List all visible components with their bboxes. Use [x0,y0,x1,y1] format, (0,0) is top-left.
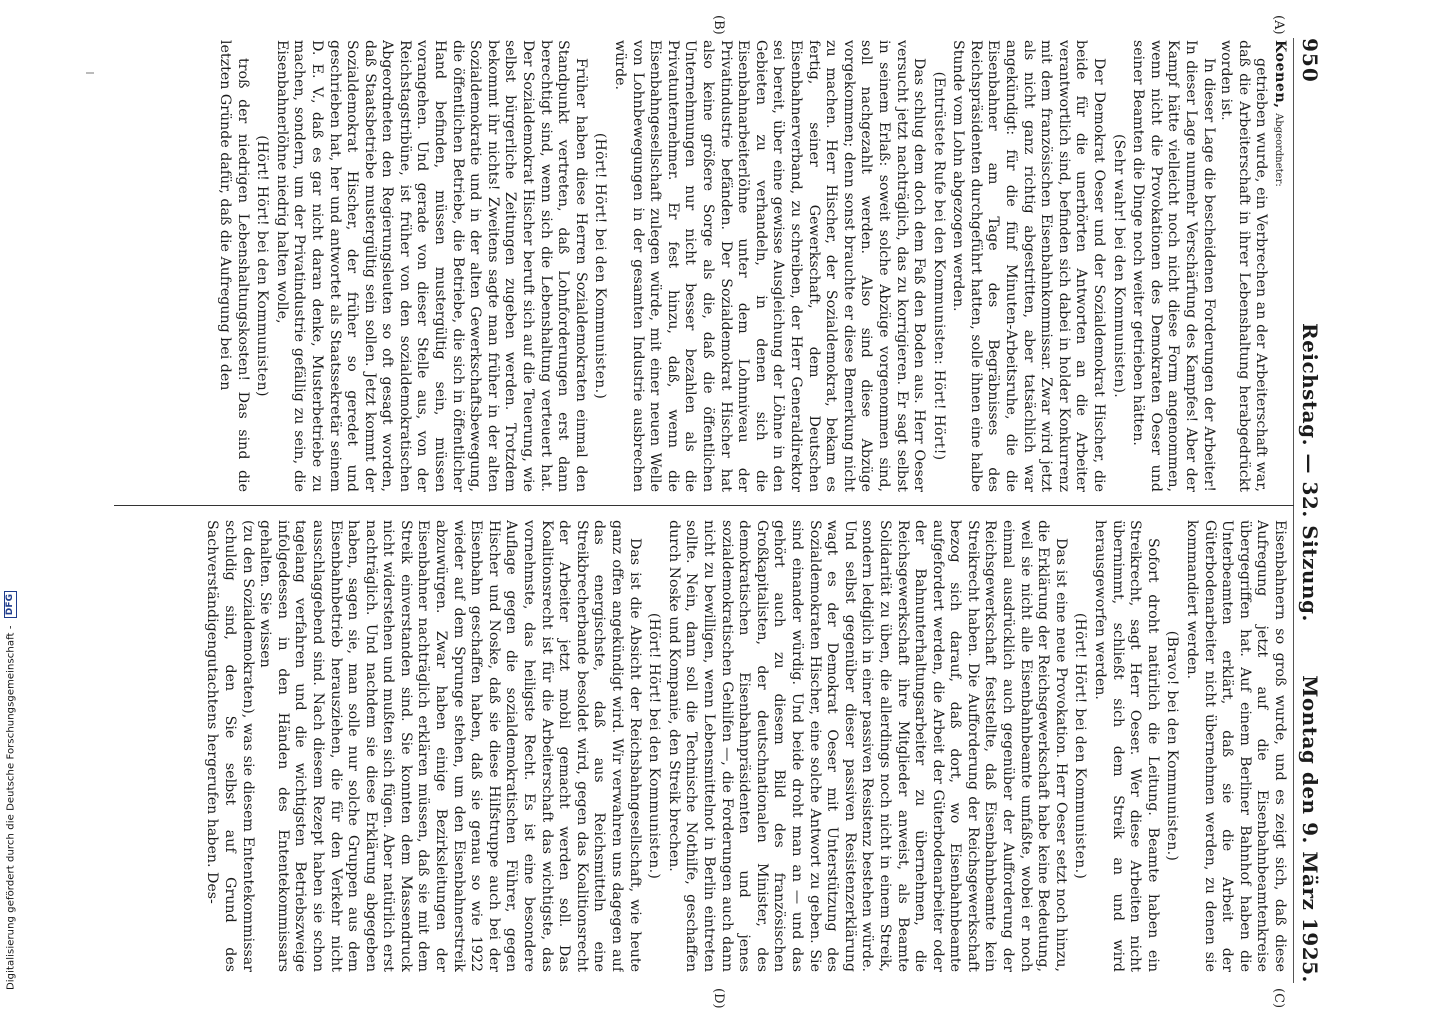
paragraph: troß der niedrigen Lebenshaltungskosten! Das sind die letzten Gründe dafür, daß die Aufregung bei den [216,40,251,492]
paragraph: Der Demokrat Oeser und der Sozialdemokrat Hischer, die beide für die unerhörten Antworten an die Arbeiter verantwortlich sind, befinden sich dabei in holder Konkurrenz mit dem französischen Eisenbahnkommissar. Zwar wird jetzt als nicht ganz richtig abgestritten, aber tatsächlich war angekündigt: für die fünf Minuten-Arbeitsruhe, die die Eisenbahner am Tage des Begräbnisses des Reichspräsidenten durchgeführt hatten, solle ihnen eine halbe Stunde vom Lohn abgezogen werden. [950,40,1108,492]
paragraph: In dieser Lage die bescheidenen Forderungen der Arbeiter! In dieser Lage nunmehr Verschärfung des Kampfes! Aber der Kampf hätte vielleicht noch nicht diese Form angenommen, wenn nicht die Provokationen des Demokraten Oeser und seiner Beamten die Dinge noch weiter getrieben hätten. [1130,40,1217,492]
paragraph: (zu den Sozialdemokraten), was sie diesem Ententekommissar schuldig sind, den Sie selbst auf Grund des Sachverständigengutachtens hergerufen haben. Des- [204,520,256,972]
speaker-name: Koenen, [1272,40,1288,109]
digitization-footer [4,591,17,990]
interjection: (Hört! Hört! bei den Kommunisten.) [592,132,609,400]
interjection: (Hört! Hört! bei den Kommunisten) [254,135,271,397]
interjection: (Hört! Hört! bei den Kommunisten.) [1072,612,1089,880]
right-column [118,520,1288,972]
page-number: 950 [1298,38,1322,83]
speaker-role: Abgeordneter: [1273,113,1284,187]
dfg-logo: DFG [4,591,17,618]
margin-marker-d: (D) [711,988,726,1009]
margin-marker-c: (C) [1271,988,1286,1009]
interjection: (Sehr wahr! bei den Kommunisten). [1110,134,1127,398]
session-title: Reichstag. — 32. Sitzung. [1298,323,1322,622]
paragraph: getrieben wurde, ein Verbrechen an der Arbeiterschaft war, daß die Arbeiterschaft in ihrer Lebenshaltung herabgedrückt worden ist. [1218,40,1270,492]
scan-speck [86,72,94,74]
session-date: Montag den 9. März 1925. [1298,675,1322,983]
paragraph: Das ist die Absicht der Reichsbahngesellschaft, wie heute ganz offen angekündigt wird. Wir verwahren uns dagegen auf das energischste, daß aus Reichsmitteln eine Streikbrecherbande besoldet wird, gegen das Koalitionsrecht der Arbeiter jetzt mobil gemacht werden soll. Das Koalitionsrecht ist für die Arbeiterschaft das wichtigste, das vornehmste, das heiligste Recht. Es ist eine besondere Auflage gegen die sozialdemokratischen Führer, gegen Hischer und Noske, daß sie diese Hilfstruppe auch bei der Eisenbahn geschaffen haben, daß sie genau so wie 1922 wieder auf dem Sprunge stehen, um den Eisenbahnerstreik abzuwürgen. Zwar haben einige Bezirksleitungen der Eisenbahner nachträglich erklären müssen, daß sie mit dem Streik einverstanden sind. Sie konnten dem Massendruck nicht widerstehen und mußten sich fügen. Aber natürlich erst nachträglich. Und nachdem sie diese Erklärung abgegeben haben, sagen sie, man solle nur solche Gruppen aus dem Eisenbahnbetrieb herausziehen, die für den Verkehr nicht ausschlaggebend sind. Nach diesem Rezept haben sie schon tagelang verfahren und die wichtigsten Betriebszweige infolgedessen in den Händen des Ententekommissars gehalten. Sie wissen [257,520,643,972]
paragraph: Das schlug dem doch dem Faß den Boden aus. Herr Oeser versucht jetzt nachträglich, das zu korrigieren. Er sagt selbst in seinem Erlaß: soweit solche Abzüge vorgenommen sind, soll nachgezahlt werden. Also sind diese Abzüge vorgekommen; denn sonst brauchte er diese Bemerkung nicht zu machen. Herr Hischer, der Sozialdemokrat, bekam es fertig, seiner Gewerkschaft, dem Deutschen Eisenbahnerverband, zu schreiben, der Herr Generaldirektor sei bereit, über eine gewisse Ausgleichung der Löhne in den Gebieten zu verhandeln, in denen sich die Eisenbahnarbeiterlöhne unter dem Lohnniveau der Privatindustrie befänden. Der Sozialdemokrat Hischer hat also keine größere Sorge als die, daß die öffentlichen Unternehmungen nur nicht besser bezahlen als die Privatunternehmer. Er fest hinzu, daß, wenn die Eisenbahngesellschaft zulegen würde, mit einer neuen Welle von Lohnbewegungen in der gesamten Industrie ausbrechen würde. [612,40,928,492]
header-rule [1293,38,1294,983]
page-header [1292,38,1326,983]
digitization-note: Digitalisierung gefördert durch die Deutsche Forschungsgemeinschaft - [5,625,17,990]
paragraph: Eisenbahnern so groß wurde, und es zeigt sich, daß diese Aufregung jetzt auf die Eisenbahnbeamtenkreise übergegriffen hat. Auf einem Berliner Bahnhof haben die Unterbeamten erklärt, daß sie die Arbeit der Güterbodenarbeiter nicht übernehmen werden, zu denen sie kommandiert werden. [1184,520,1288,972]
paragraph: Früher haben diese Herren Sozialdemokraten einmal den Standpunkt vertreten, daß Lohnforderungen erst dann berechtigt sind, wenn sich die Lebenshaltung verteuert hat. Der Sozialdemokrat Hischer beruft sich auf die Teuerung, wie selbst bürgerliche Zeitungen zugeben werden. Trotzdem bekommt ihr nichts! Zweitens sagte man früher in der alten Sozialdemokratie und in der alten Gewerkschaftsbewegung, die öffentlichen Betriebe, die Betriebe, die sich in öffentlicher Hand befinden, müssen mustergültig sein, müssen vorangehen. Und gerade von dieser Stelle aus, von der Reichstagstribüne, ist früher von den sozialdemokratischen Abgeordneten den Regierungsleuten so oft gesagt worden, daß Staatsbetriebe mustergültig sein sollen. Jetzt kommt der Sozialdemokrat Hischer, der früher so geredet und geschrieben hat, her und antwortet als Staatssekretär seinem D. E. V., daß es gar nicht daran denke, Musterbetriebe zu machen, sondern, um der Privatindustrie gefällig zu sein, die Eisenbahnerlöhne niedrig halten wolle, [273,40,589,492]
paragraph: Das ist eine neue Provokation. Herr Oeser setzt noch hinzu, die Erklärung der Reichsgewerkschaft habe keine Bedeutung, weil sie nicht alle Eisenbahnbeamte umfaßte, wobei er noch einmal ausdrücklich auch gegenüber der Aufforderung der Reichsgewerkschaft feststellte, daß Eisenbahnbeamte kein Streikrecht haben. Die Aufforderung der Reichsgewerkschaft bezog sich darauf, daß dort, wo Eisenbahnbeamte aufgefordert werden, die Arbeit der Güterbodenarbeiter oder der Bahnunterhaltungsarbeiter zu übernehmen, die Reichsgewerkschaft ihre Mitglieder anweist, als Beamte Solidarität zu üben, die allerdings noch nicht in einem Streik, sondern lediglich in einer passiven Resistenz bestehen würde. Und selbst gegenüber dieser passiven Resistenzerklärung wagt es der Demokrat Oeser mit Unterstützung des Sozialdemokraten Hischer, eine solche Antwort zu geben. Sie sind einander würdig. Und beide droht man an — und das gehört auch zu diesem Bild des französischen Großkapitalisten, der deutschnationalen Minister, des demokratischen Eisenbahnpräsidenten und jenes sozialdemokratischen Gehilfen —, die Forderungen auch dann nicht zu bewilligen, wenn Lebensmittelnot in Berlin eintreten sollte. Nein, dann soll die Technische Nothilfe, geschaffen durch Noske und Kompanie, den Streik brechen. [665,520,1069,972]
column-divider [114,505,1294,506]
speaker-line [1269,40,1288,492]
margin-marker-a: (A) [1271,15,1286,35]
interjection: (Bravo! bei den Kommunisten.) [1164,630,1181,862]
paragraph: Sofort droht natürlich die Leitung. Beamte haben ein Streikrecht, sagt Herr Oeser. Wer diese Arbeiten nicht übernimmt, schließt sich dem Streik an und wird herausgeworfen werden. [1092,520,1161,972]
interjection: (Entrüstete Rufe bei den Kommunisten: Hört! Hört!) [930,71,947,461]
left-column [118,40,1288,492]
margin-marker-b: (B) [711,15,726,35]
interjection: (Hört! Hört! bei den Kommunisten.) [646,612,663,880]
